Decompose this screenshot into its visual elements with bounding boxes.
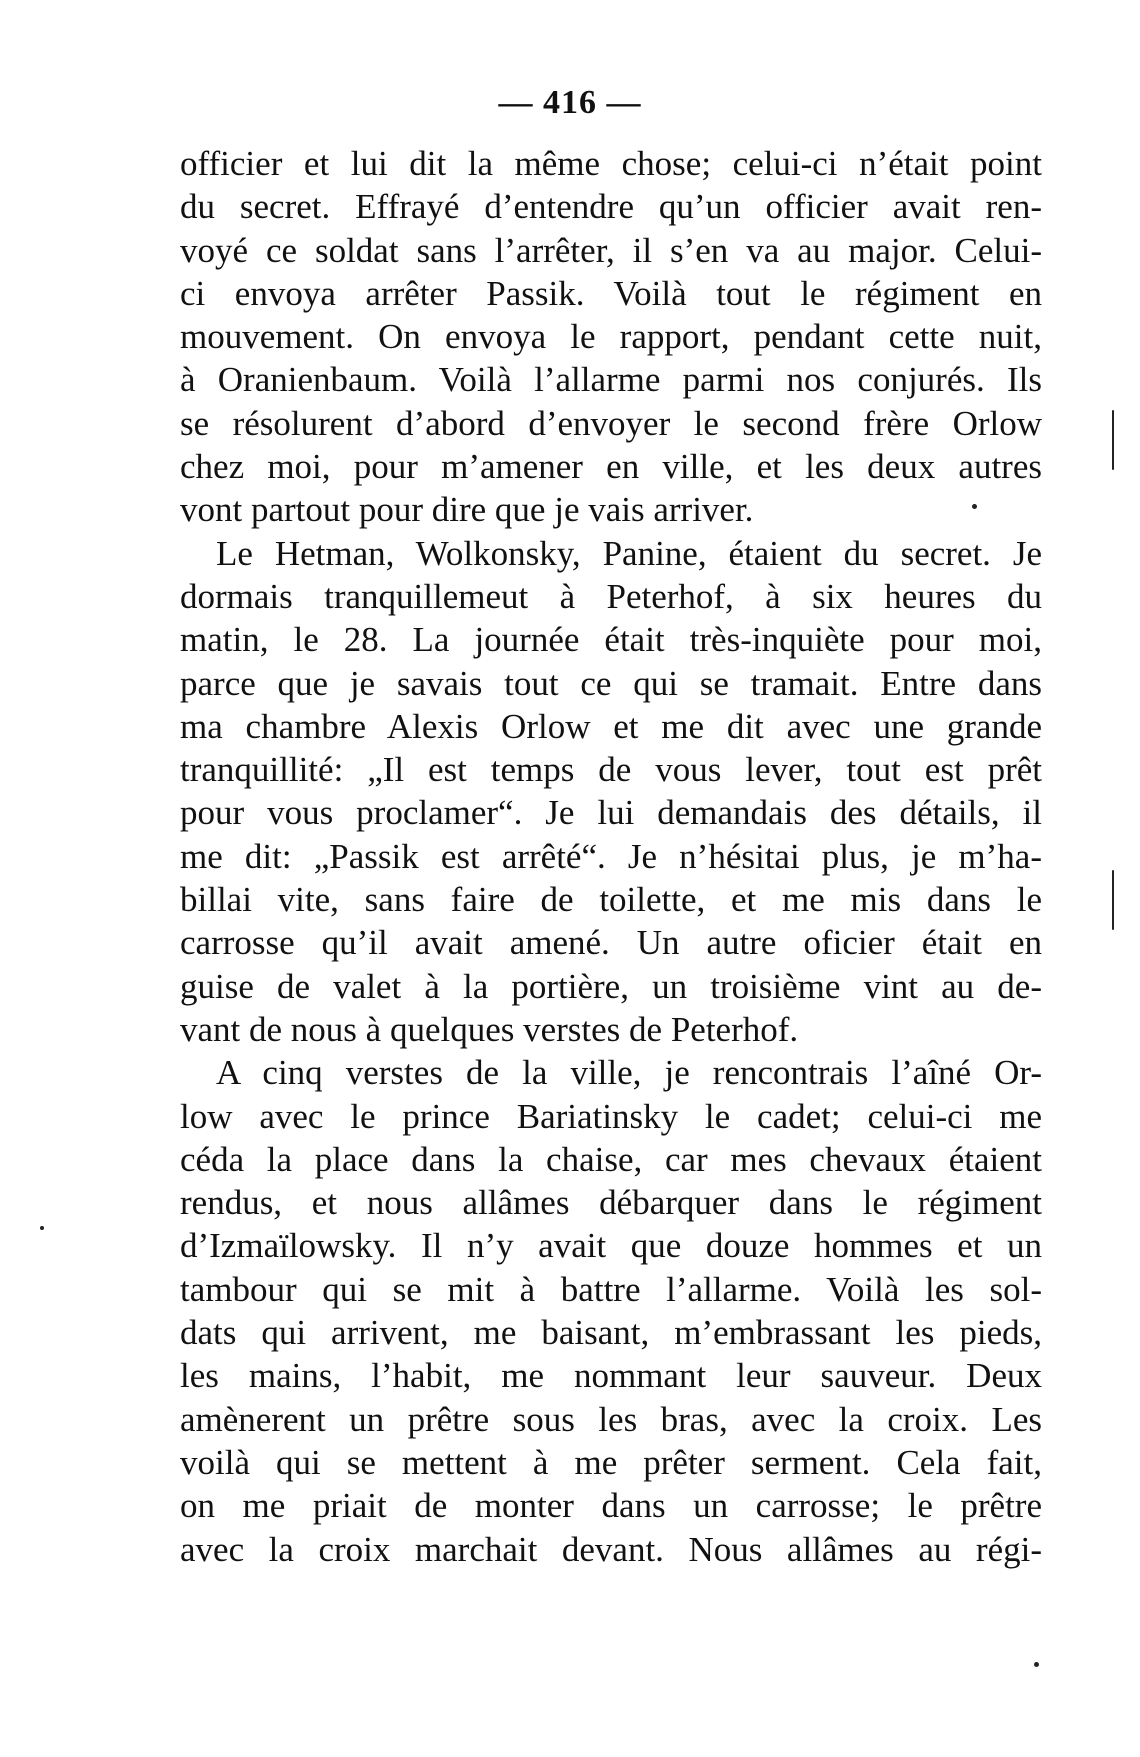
text-line: se résolurent d’abord d’envoyer le second frère Orlow <box>180 403 1042 443</box>
scan-speck <box>40 1226 44 1230</box>
scan-speck <box>972 504 977 509</box>
text-line: vont partout pour dire que je vais arriver. <box>180 490 754 530</box>
text-line: dormais tranquillemeut à Peterhof, à six heures du <box>180 576 1042 616</box>
text-line: du secret. Effrayé d’entendre qu’un officier avait ren- <box>180 187 1042 227</box>
text-line: vant de nous à quelques verstes de Peterhof. <box>180 1009 799 1049</box>
text-line: chez moi, pour m’amener en ville, et les deux autres <box>180 447 1042 487</box>
text-line: matin, le 28. La journée était très-inquiète pour moi, <box>180 620 1042 660</box>
text-line: carrosse qu’il avait amené. Un autre oficier était en <box>180 923 1042 963</box>
text-line: voilà qui se mettent à me prêter serment. Cela fait, <box>180 1442 1042 1482</box>
text-line: avec la croix marchait devant. Nous allâmes au régi- <box>180 1529 1042 1569</box>
paragraph-1 <box>180 142 1042 532</box>
text-line: me dit: „Passik est arrêté“. Je n’hésitai plus, je m’ha- <box>180 836 1042 876</box>
text-line: Le Hetman, Wolkonsky, Panine, étaient du secret. Je <box>216 533 1042 573</box>
text-line: à Oranienbaum. Voilà l’allarme parmi nos conjurés. Ils <box>180 360 1042 400</box>
text-line: billai vite, sans faire de toilette, et me mis dans le <box>180 880 1042 920</box>
text-line: tambour qui se mit à battre l’allarme. Voilà les sol- <box>180 1269 1042 1309</box>
text-line: d’Izmaïlowsky. Il n’y avait que douze hommes et un <box>180 1226 1042 1266</box>
text-line: parce que je savais tout ce qui se tramait. Entre dans <box>180 663 1042 703</box>
text-line: rendus, et nous allâmes débarquer dans le régiment <box>180 1183 1042 1223</box>
text-line: dats qui arrivent, me baisant, m’embrassant les pieds, <box>180 1313 1042 1353</box>
text-line: tranquillité: „Il est temps de vous lever, tout est prêt <box>180 750 1042 790</box>
page-number: — 416 — <box>498 84 642 121</box>
scan-margin-mark <box>1112 870 1114 930</box>
text-line: voyé ce soldat sans l’arrêter, il s’en va au major. Celui- <box>180 230 1042 270</box>
text-line: ci envoya arrêter Passik. Voilà tout le régiment en <box>180 273 1042 313</box>
text-line: les mains, l’habit, me nommant leur sauveur. Deux <box>180 1356 1042 1396</box>
text-line: ma chambre Alexis Orlow et me dit avec une grande <box>180 706 1042 746</box>
text-line: mouvement. On envoya le rapport, pendant cette nuit, <box>180 317 1042 357</box>
text-line: céda la place dans la chaise, car mes chevaux étaient <box>180 1139 1042 1179</box>
text-line: pour vous proclamer“. Je lui demandais des détails, il <box>180 793 1042 833</box>
body-text <box>180 142 1042 1571</box>
text-line: guise de valet à la portière, un troisième vint au de- <box>180 966 1042 1006</box>
text-line: A cinq verstes de la ville, je rencontrais l’aîné Or- <box>216 1053 1042 1093</box>
paragraph-3 <box>180 1051 1042 1571</box>
scan-speck <box>1034 1662 1039 1667</box>
text-line: officier et lui dit la même chose; celui-ci n’était point <box>180 144 1042 183</box>
text-line: low avec le prince Bariatinsky le cadet; celui-ci me <box>180 1096 1042 1136</box>
scan-margin-mark <box>1112 410 1114 470</box>
text-line: on me priait de monter dans un carrosse; le prêtre <box>180 1486 1042 1526</box>
paragraph-2 <box>180 532 1042 1052</box>
text-line: amènerent un prêtre sous les bras, avec la croix. Les <box>180 1399 1042 1439</box>
